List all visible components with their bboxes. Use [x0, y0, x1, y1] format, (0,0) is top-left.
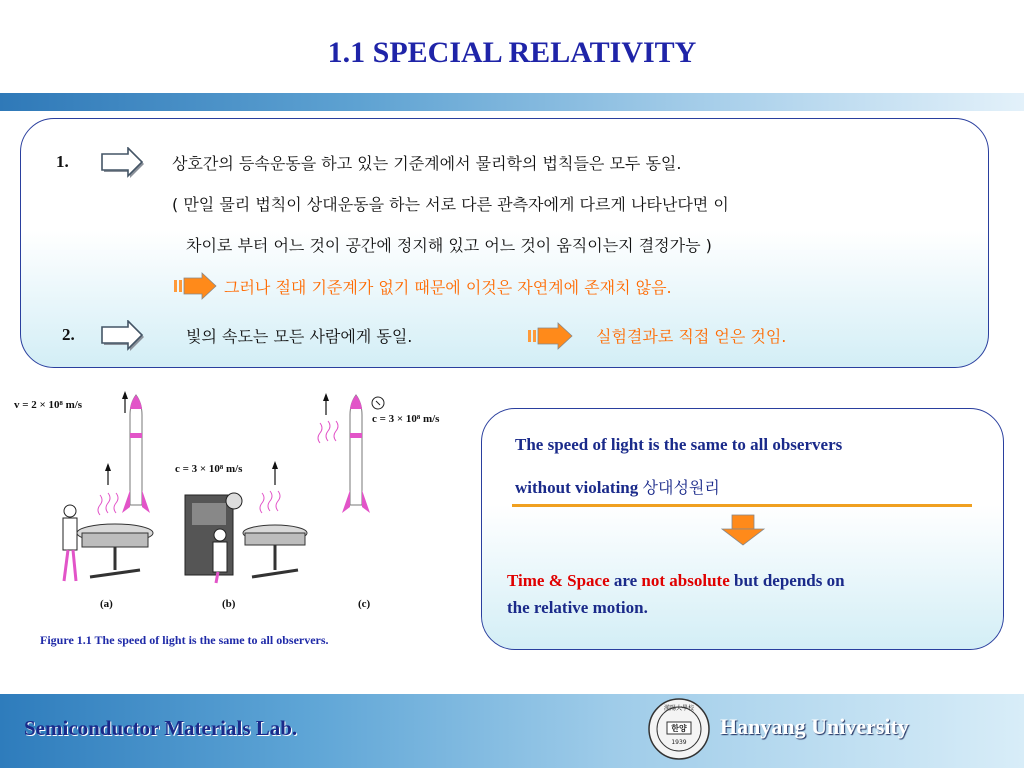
item1-note-line1: ( 만일 물리 법칙이 상대운동을 하는 서로 다른 관측자에게 다르게 나타난다면 이 [172, 195, 729, 214]
box2-result-line1: Time & Space are not absolute but depends on [507, 571, 845, 590]
observer-b [185, 461, 307, 583]
velocity-label: v = 2 × 10⁸ m/s [14, 399, 83, 411]
svg-text:1939: 1939 [671, 739, 687, 746]
right-arrow-icon [100, 147, 146, 181]
svg-text:한양: 한양 [671, 724, 687, 733]
university-seal-icon [647, 697, 711, 761]
item1-number: 1. [56, 152, 69, 171]
panel-label-c: (c) [358, 598, 371, 610]
top-decorative-band [0, 93, 1024, 111]
item2-text: 빛의 속도는 모든 사람에게 동일. [186, 327, 413, 346]
orange-right-arrow-icon [172, 272, 218, 302]
right-arrow-icon [100, 320, 146, 354]
rocket-c [318, 393, 384, 513]
light-speed-label-b: c = 3 × 10⁸ m/s [175, 463, 243, 475]
svg-text:漢陽大學校: 漢陽大學校 [663, 705, 695, 712]
item2-conclusion: 실험결과로 직접 얻은 것임. [596, 327, 787, 346]
light-speed-label-c: c = 3 × 10⁸ m/s [372, 413, 440, 425]
item2-number: 2. [62, 325, 75, 344]
university-name: Hanyang University [720, 714, 909, 739]
page-title: 1.1 SPECIAL RELATIVITY [327, 36, 697, 69]
rocket-a [122, 391, 150, 513]
box2-line1: The speed of light is the same to all observers [515, 435, 843, 454]
lab-name: Semiconductor Materials Lab. [24, 716, 298, 740]
divider-line [512, 504, 972, 507]
panel-label-b: (b) [222, 598, 236, 610]
down-arrow-icon [716, 513, 772, 547]
panel-label-a: (a) [100, 598, 113, 610]
item1-note-line2: 차이로 부터 어느 것이 공간에 정지해 있고 어느 것이 움직이는지 결정가능 ) [186, 236, 712, 255]
box2-result-line2: the relative motion. [507, 598, 648, 617]
light-speed-box [481, 408, 1004, 650]
box2-line2: without violating 상대성원리 [515, 478, 720, 497]
figure-caption: Figure 1.1 The speed of light is the same to all observers. [40, 633, 329, 647]
item1-text: 상호간의 등속운동을 하고 있는 기준계에서 물리학의 법칙들은 모두 동일. [172, 154, 682, 173]
orange-right-arrow-icon [526, 322, 574, 352]
item1-conclusion: 그러나 절대 기준계가 없기 때문에 이것은 자연계에 존재치 않음. [224, 278, 672, 297]
